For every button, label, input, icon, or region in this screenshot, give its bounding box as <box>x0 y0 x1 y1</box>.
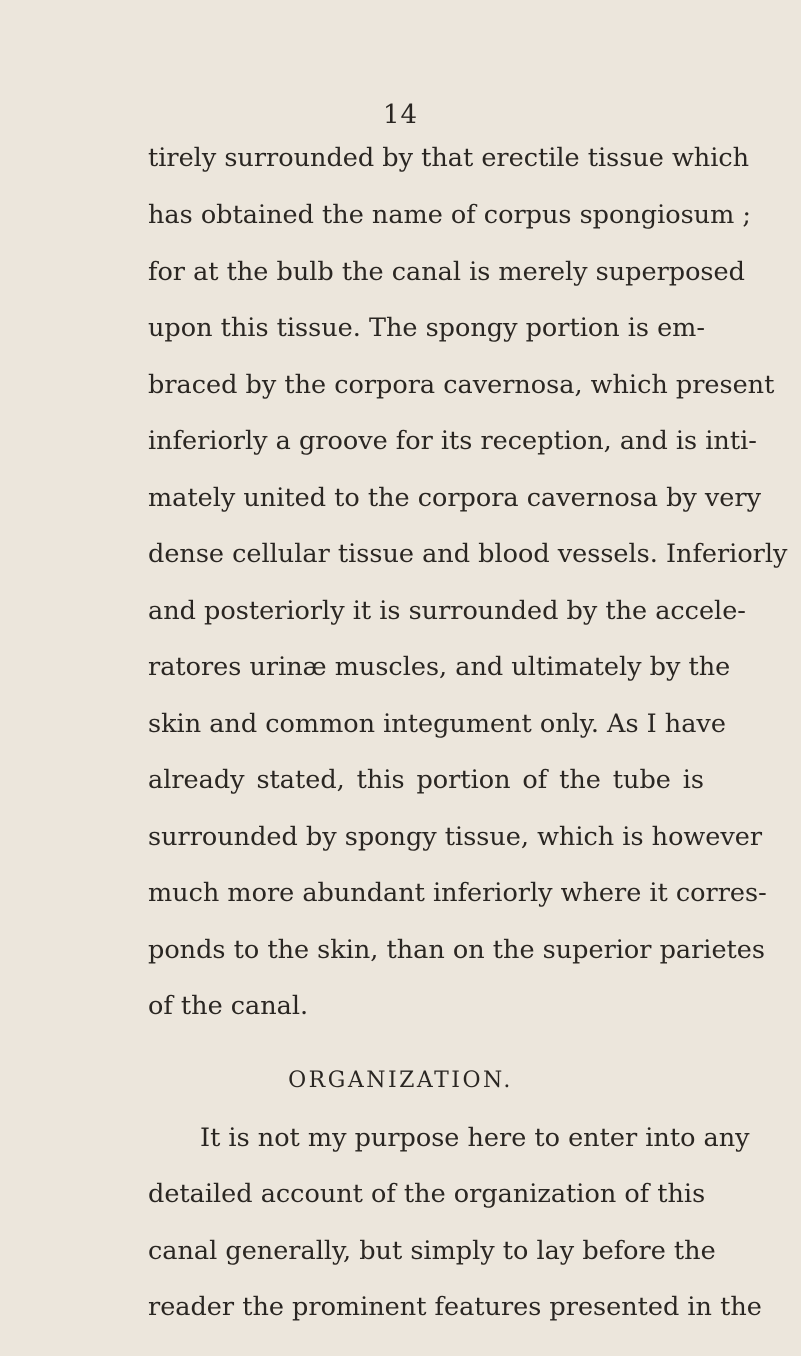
text-line: canal generally, but simply to lay before the <box>148 1236 716 1266</box>
text-line: much more abundant inferiorly where it corres- <box>148 878 767 908</box>
text-line: for at the bulb the canal is merely superposed <box>148 257 745 287</box>
text-line: mately united to the corpora cavernosa by very <box>148 483 761 513</box>
text-line: upon this tissue. The spongy portion is em- <box>148 313 705 343</box>
text-line: braced by the corpora cavernosa, which present <box>148 370 775 400</box>
page-number: 14 <box>382 100 419 130</box>
text-line: surrounded by spongy tissue, which is however <box>148 822 763 852</box>
text-line: ratores urinæ muscles, and ultimately by the <box>148 652 731 682</box>
text-line: of the canal. <box>148 991 309 1021</box>
text-line: detailed account of the organization of this <box>148 1179 706 1209</box>
text-line: dense cellular tissue and blood vessels. Inferiorly <box>148 539 788 569</box>
text-line: has obtained the name of corpus spongiosum ; <box>148 200 751 230</box>
text-line: tirely surrounded by that erectile tissue which <box>148 143 750 173</box>
text-line: inferiorly a groove for its reception, and is inti- <box>148 426 757 456</box>
text-line: and posteriorly it is surrounded by the accele- <box>148 596 746 626</box>
text-line: ponds to the skin, than on the superior parietes <box>148 935 765 965</box>
text-line: already stated, this portion of the tube is <box>148 765 704 795</box>
text-line: reader the prominent features presented in the <box>148 1292 762 1322</box>
text-line: It is not my purpose here to enter into any <box>200 1123 750 1153</box>
text-line: skin and common integument only. As I have <box>148 709 726 739</box>
section-heading: ORGANIZATION. <box>288 1068 513 1093</box>
